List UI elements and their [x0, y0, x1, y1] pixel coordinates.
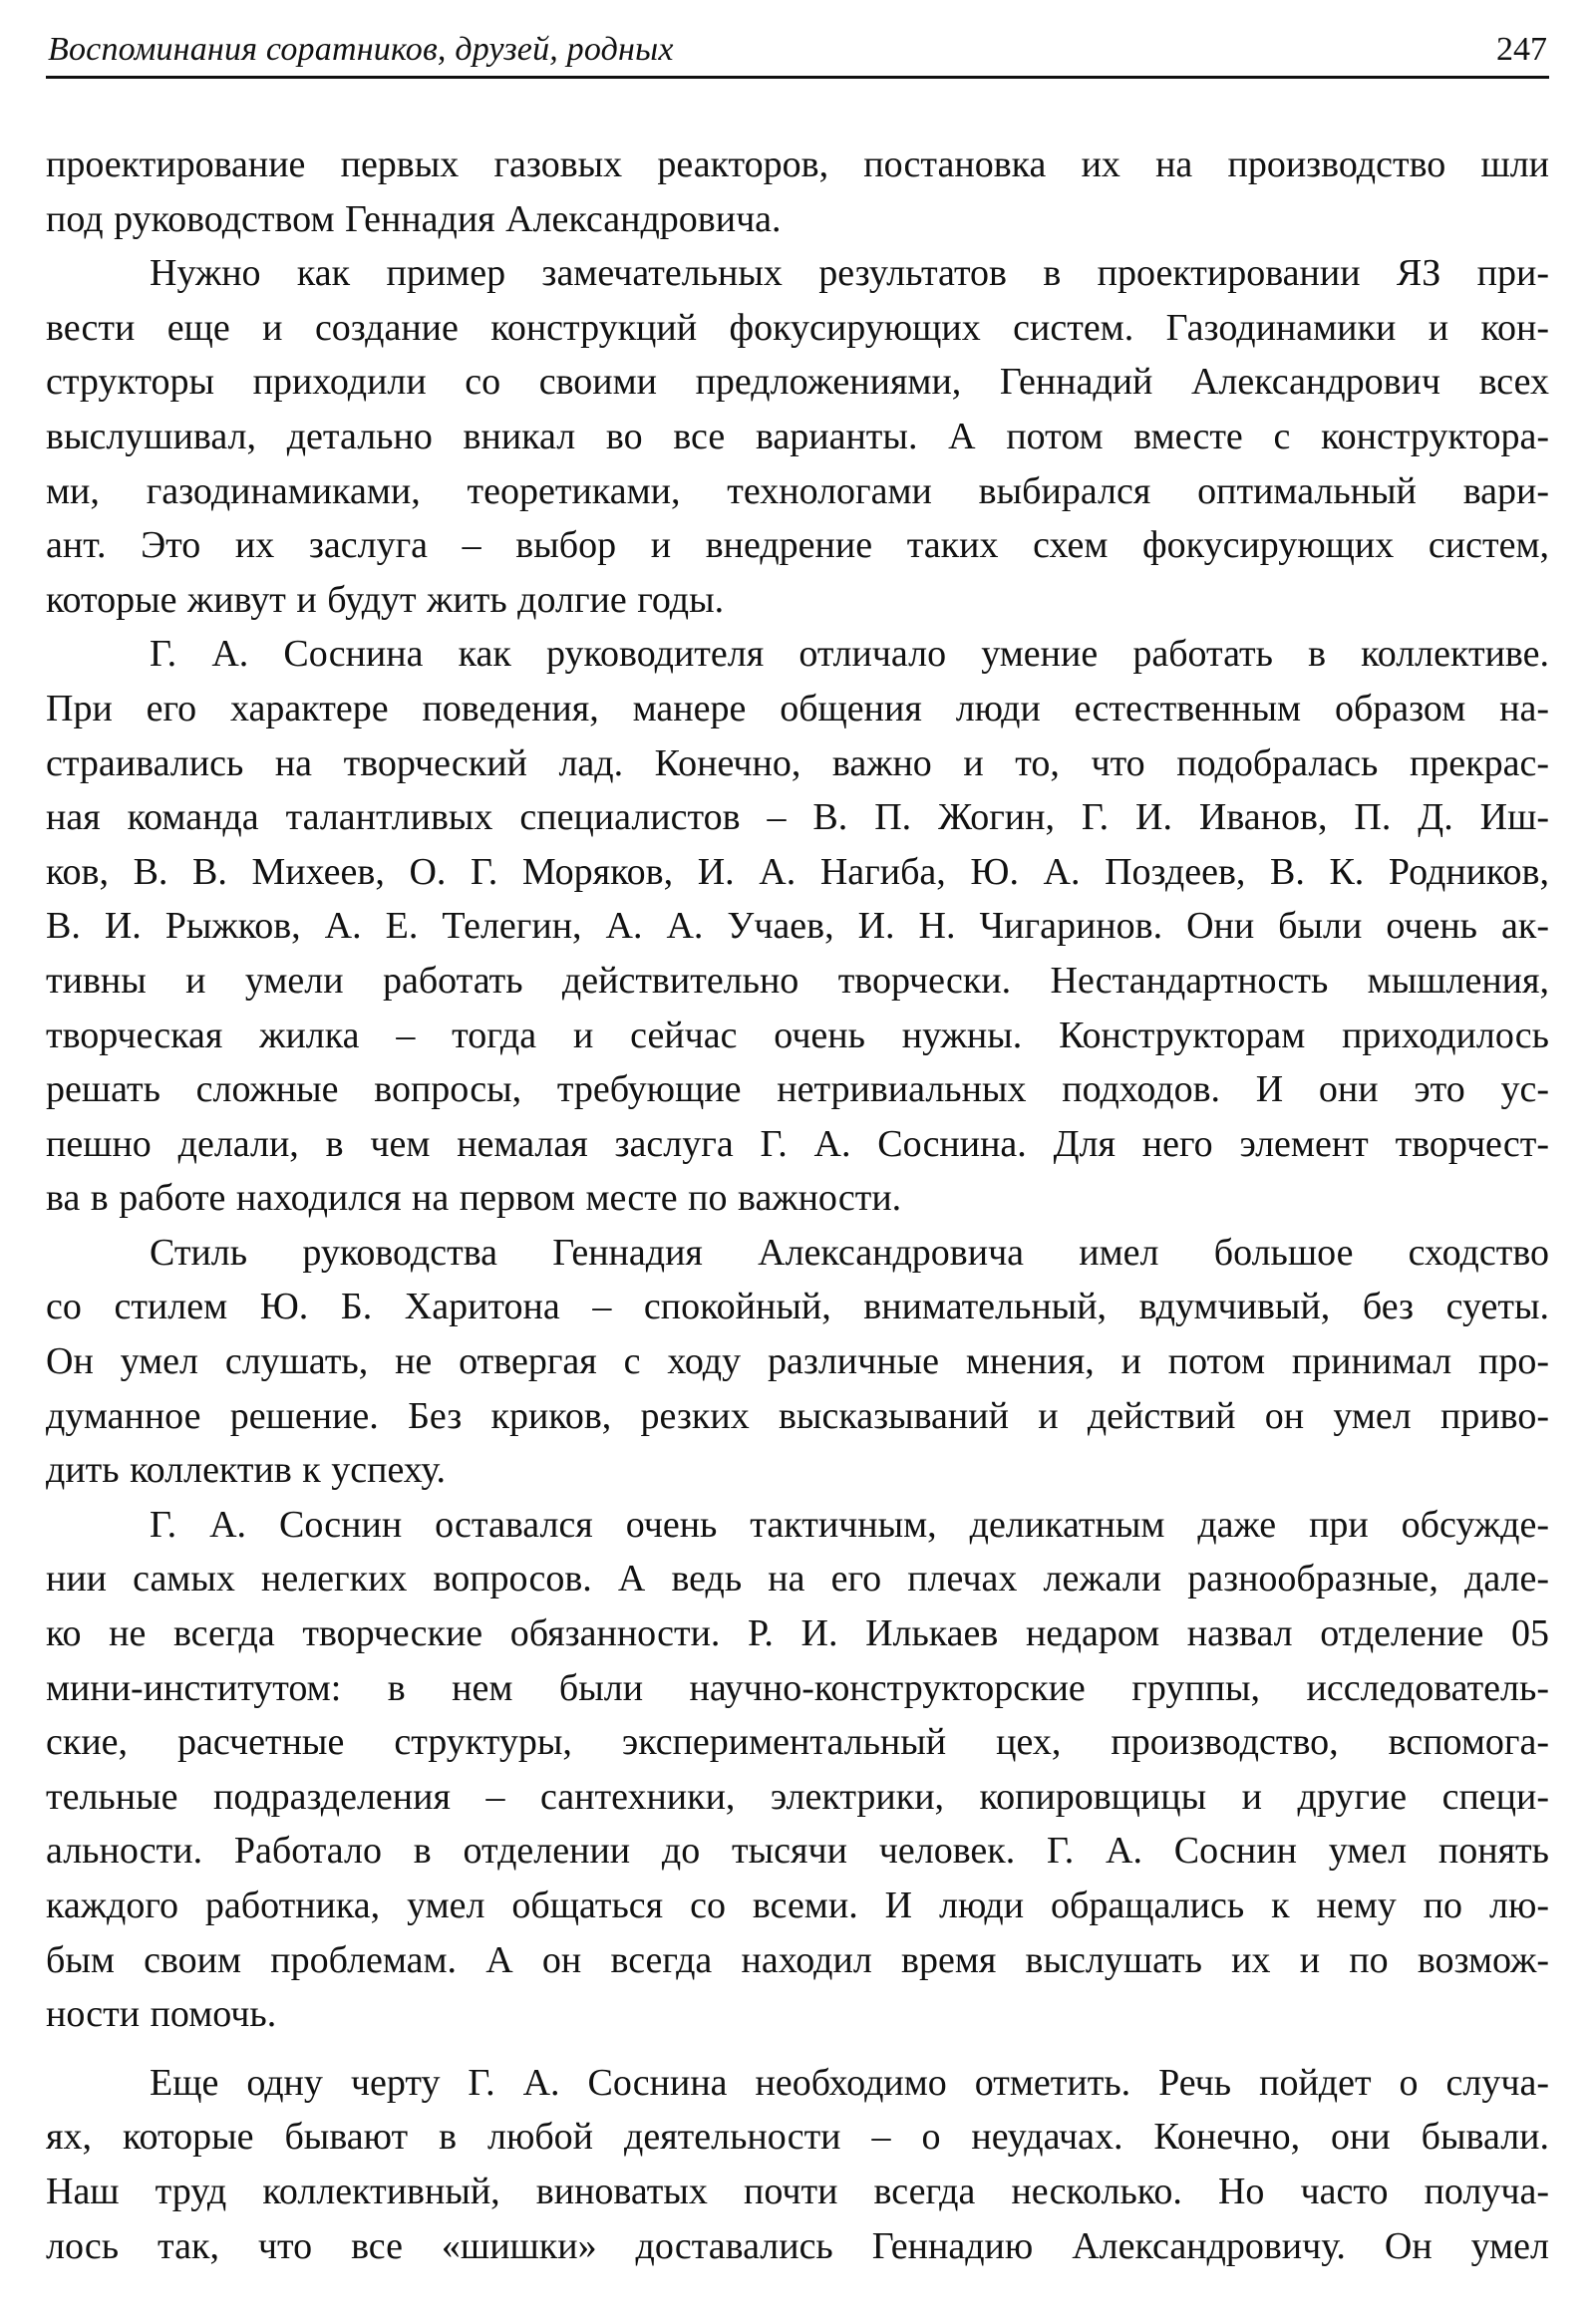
paragraph-gap [46, 2042, 1549, 2056]
text-line: думанное решение. Без криков, резких высказываний и действий он умел приво- [46, 1394, 1549, 1437]
paragraph-first-line: Стиль руководства Геннадия Александровича имел большое сходство [150, 1231, 1549, 1274]
text-line: структоры приходили со своими предложениями, Геннадий Александрович всех [46, 361, 1549, 404]
text-line: решать сложные вопросы, требующие нетривиальных подходов. И они это ус- [46, 1068, 1549, 1111]
text-line: нии самых нелегких вопросов. А ведь на его плечах лежали разнообразные, дале- [46, 1558, 1549, 1600]
text-line: тивны и умели работать действительно творчески. Нестандартность мышления, [46, 959, 1549, 1002]
text-line: ко не всегда творческие обязанности. Р. И. Илькаев недаром назвал отделение 05 [46, 1612, 1549, 1655]
text-line: ские, расчетные структуры, экспериментальный цех, производство, вспомога- [46, 1721, 1549, 1764]
text-line: пешно делали, в чем немалая заслуга Г. А. Соснина. Для него элемент творчест- [46, 1122, 1549, 1165]
text-line: под руководством Геннадия Александровича. [46, 197, 782, 240]
text-line: каждого работника, умел общаться со всеми. И люди обращались к нему по лю- [46, 1885, 1549, 1926]
text-line: тельные подразделения – сантехники, электрики, копировщицы и другие специ- [46, 1775, 1549, 1818]
text-line: Он умел слушать, не отвергая с ходу различные мнения, и потом принимал про- [46, 1340, 1549, 1383]
text-line: ант. Это их заслуга – выбор и внедрение таких схем фокусирующих систем, [46, 524, 1549, 567]
text-line: творческая жилка – тогда и сейчас очень нужны. Конструкторам приходилось [46, 1014, 1549, 1056]
text-line: ва в работе находился на первом месте по важности. [46, 1177, 902, 1220]
text-line: ми, газодинамиками, теоретиками, технологами выбирался оптимальный вари- [46, 469, 1549, 512]
paragraph-first-line: Г. А. Соснина как руководителя отличало умение работать в коллективе. [150, 633, 1549, 676]
paragraph-first-line: Нужно как пример замечательных результатов в проектировании ЯЗ при- [150, 252, 1549, 295]
running-header [46, 26, 1549, 79]
text-line: которые живут и будут жить долгие годы. [46, 578, 725, 621]
text-line: В. И. Рыжков, А. Е. Телегин, А. А. Учаев, И. Н. Чигаринов. Они были очень ак- [46, 905, 1549, 948]
text-line: вести еще и создание конструкций фокусирующих систем. Газодинамики и кон- [46, 306, 1549, 349]
text-line: альности. Работало в отделении до тысячи человек. Г. А. Соснин умел понять [46, 1830, 1549, 1873]
text-line: проектирование первых газовых реакторов, постановка их на производство шли [46, 144, 1549, 185]
text-line: бым своим проблемам. А он всегда находил время выслушать их и по возмож- [46, 1938, 1549, 1981]
running-title: Воспоминания соратников, друзей, родных [48, 31, 674, 68]
paragraph-first-line: Г. А. Соснин оставался очень тактичным, деликатным даже при обсужде- [150, 1503, 1549, 1546]
text-line: Наш труд коллективный, виноватых почти всегда несколько. Но часто получа- [46, 2170, 1549, 2212]
text-line: При его характере поведения, манере общения люди естественным образом на- [46, 687, 1549, 729]
text-line: страивались на творческий лад. Конечно, важно и то, что подобралась прекрас- [46, 741, 1549, 784]
body-text [46, 138, 1549, 2273]
text-line: ная команда талантливых специалистов – В. П. Жогин, Г. И. Иванов, П. Д. Иш- [46, 796, 1549, 839]
text-line: мини-институтом: в нем были научно-конструкторские группы, исследователь- [46, 1666, 1549, 1709]
text-line: ях, которые бывают в любой деятельности – о неудачах. Конечно, они бывали. [46, 2116, 1549, 2159]
text-line: ности помочь. [46, 1993, 277, 2036]
text-line: выслушивал, детально вникал во все варианты. А потом вместе с конструктора- [46, 415, 1549, 457]
text-line: ков, В. В. Михеев, О. Г. Моряков, И. А. Нагиба, Ю. А. Поздеев, В. К. Родников, [46, 850, 1549, 893]
paragraph-first-line: Еще одну черту Г. А. Соснина необходимо отметить. Речь пойдет о случа- [150, 2061, 1549, 2104]
page-number: 247 [1496, 31, 1547, 68]
text-line: со стилем Ю. Б. Харитона – спокойный, внимательный, вдумчивый, без суеты. [46, 1286, 1549, 1328]
text-line: дить коллектив к успеху. [46, 1449, 447, 1492]
text-line: лось так, что все «шишки» доставались Геннадию Александровичу. Он умел [46, 2224, 1549, 2267]
